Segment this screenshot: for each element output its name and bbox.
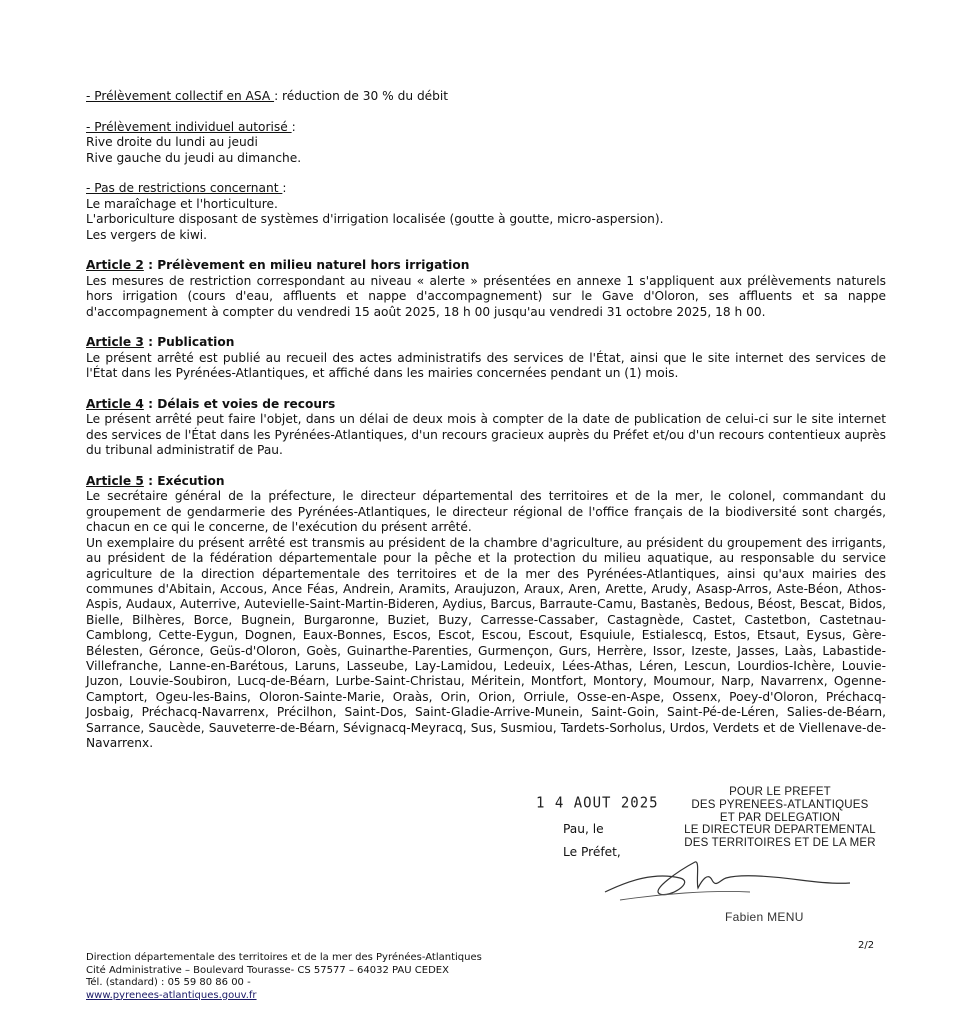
footer-line-1: Direction départementale des territoires et de la mer des Pyrénées-Atlantiques (86, 952, 482, 963)
date-stamp: 1 4 AOUT 2025 (536, 794, 659, 812)
stamp-line-2: DES PYRENEES-ATLANTIQUES (691, 798, 869, 811)
article-3-title: : Publication (143, 335, 235, 350)
no-restrictions-line-2: L'arboriculture disposant de systèmes d'irrigation localisée (goutte à goutte, micro-aspersion). (86, 212, 664, 227)
website-link[interactable]: www.pyrenees-atlantiques.gouv.fr (86, 989, 257, 1001)
article-5 (86, 474, 886, 751)
asa-text: : réduction de 30 % du débit (274, 89, 449, 103)
article-5-heading (86, 474, 886, 489)
article-5-label: Article 5 (86, 474, 144, 489)
article-4-title: : Délais et voies de recours (143, 397, 336, 412)
article-4-label: Article 4 (86, 397, 144, 412)
prefet-label: Le Préfet, (563, 845, 621, 859)
document-body (86, 89, 886, 767)
stamp-line-3: ET PAR DELEGATION (719, 811, 841, 824)
article-3-heading (86, 335, 886, 350)
asa-section (86, 89, 886, 104)
footer-line-3 (86, 977, 482, 1002)
article-2 (86, 258, 886, 320)
handwritten-signature (600, 850, 860, 910)
place-label: Pau, le (563, 822, 604, 836)
stamp-line-5: DES TERRITOIRES ET DE LA MER (684, 837, 876, 850)
article-4 (86, 397, 886, 459)
individuel-colon: : (291, 119, 296, 134)
article-2-heading (86, 258, 886, 273)
footer (86, 952, 482, 1002)
article-3-label: Article 3 (86, 335, 144, 350)
page-number: 2/2 (858, 940, 875, 951)
article-3 (86, 335, 886, 381)
no-restrictions-colon: : (282, 181, 287, 196)
no-restrictions-line-3: Les vergers de kiwi. (86, 227, 208, 242)
article-2-title: : Prélèvement en milieu naturel hors irrigation (143, 258, 470, 273)
no-restrictions-section (86, 181, 886, 243)
individuel-section (86, 120, 886, 166)
footer-phone: Tél. (standard) : 05 59 80 86 00 - (86, 977, 251, 988)
article-2-label: Article 2 (86, 258, 144, 273)
footer-line-2: Cité Administrative – Boulevard Tourasse- CS 57577 – 64032 PAU CEDEX (86, 964, 449, 976)
individuel-line-1: Rive droite du lundi au jeudi (86, 135, 258, 150)
no-restrictions-label: - Pas de restrictions concernant (86, 181, 283, 196)
stamp-line-1: POUR LE PREFET (729, 786, 831, 798)
article-4-text: Le présent arrêté peut faire l'objet, dans un délai de deux mois à compter de la date de publication de celui-ci sur le site internet des services de l'État dans les Pyrénées-Atlantiques, d'un recours gracieux auprès du Préfet et/ou d'un recours contentieux auprès du tribunal administratif de Pau. (86, 412, 886, 458)
asa-label: - Prélèvement collectif en ASA (86, 89, 275, 103)
article-5-title: : Exécution (143, 474, 225, 489)
article-2-text: Les mesures de restriction correspondant au niveau « alerte » présentées en annexe 1 s'appliquent aux prélèvements naturels hors irrigation (cours d'eau, affluents et nappe d'accompagnement) sur le Gave d'Oloron, ses affluents et sa nappe d'accompagnement à compter du vendredi 15 août 2025, 18 h 00 jusqu'au vendredi 31 octobre 2025, 18 h 00. (86, 273, 886, 319)
article-3-text: Le présent arrêté est publié au recueil des actes administratifs des services de l'État, ainsi que le site internet des services de l'État dans les Pyrénées-Atlantiques, et affiché dans les mairies concernées pendant un (1) mois. (86, 350, 886, 381)
signer-name: Fabien MENU (725, 910, 804, 924)
individuel-line-2: Rive gauche du jeudi au dimanche. (86, 150, 302, 165)
article-5-text-1: Le secrétaire général de la préfecture, le directeur départemental des territoires et de la mer, le colonel, commandant du groupement de gendarmerie des Pyrénées-Atlantiques, le directeur régional de l'office français de la biodiversité sont chargés, chacun en ce qui le concerne, de l'exécution du présent arrêté. (86, 489, 886, 535)
delegation-stamp (660, 786, 900, 850)
article-5-text-2: Un exemplaire du présent arrêté est transmis au président de la chambre d'agriculture, au président du groupement des irrigants, au président de la fédération départementale pour la pêche et la protection du milieu aquatique, au responsable du service agriculture de la direction départementale des territoires et de la mer des Pyrénées-Atlantiques, ainsi qu'aux mairies des communes d'Abitain, Accous, Ance Féas, Andrein, Aramits, Araujuzon, Araux, Aren, Arette, Arudy, Asasp-Arros, Aste-Béon, Athos-Aspis, Audaux, Auterrive, Autevielle-Saint-Martin-Bideren, Aydius, Barcus, Barraute-Camu, Bastanès, Bedous, Béost, Bescat, Bidos, Bielle, Bilhères, Borce, Bugnein, Burgaronne, Buziet, Buzy, Carresse-Cassaber, Castagnède, Castet, Castetbon, Castetnau-Camblong, Cette-Eygun, Dognen, Eaux-Bonnes, Escos, Escot, Escou, Escout, Esquiule, Estialescq, Estos, Etsaut, Eysus, Gère-Bélesten, Géronce, Geüs-d'Oloron, Goès, Guinarthe-Parenties, Gurmençon, Gurs, Herrère, Issor, Izeste, Jasses, Laàs, Labastide-Villefranche, Lanne-en-Barétous, Laruns, Lasseube, Lay-Lamidou, Ledeuix, Lées-Athas, Léren, Lescun, Lourdios-Ichère, Louvie-Juzon, Louvie-Soubiron, Lucq-de-Béarn, Lurbe-Saint-Christau, Méritein, Montfort, Montory, Moumour, Narp, Navarrenx, Ogenne-Camptort, Ogeu-les-Bains, Oloron-Sainte-Marie, Oraàs, Orin, Orion, Orriule, Osse-en-Aspe, Ossenx, Poey-d'Oloron, Préchacq-Josbaig, Préchacq-Navarrenx, Précilhon, Saint-Dos, Saint-Gladie-Arrive-Munein, Saint-Goin, Saint-Pé-de-Léren, Salies-de-Béarn, Sarrance, Saucède, Sauveterre-de-Béarn, Sévignacq-Meyracq, Sus, Susmiou, Tardets-Sorholus, Urdos, Verdets et de Viellenave-de-Navarrenx. (86, 535, 886, 750)
individuel-label: - Prélèvement individuel autorisé (86, 119, 292, 134)
no-restrictions-line-1: Le maraîchage et l'horticulture. (86, 196, 278, 211)
article-4-heading (86, 397, 886, 412)
stamp-line-4: LE DIRECTEUR DEPARTEMENTAL (684, 824, 876, 837)
